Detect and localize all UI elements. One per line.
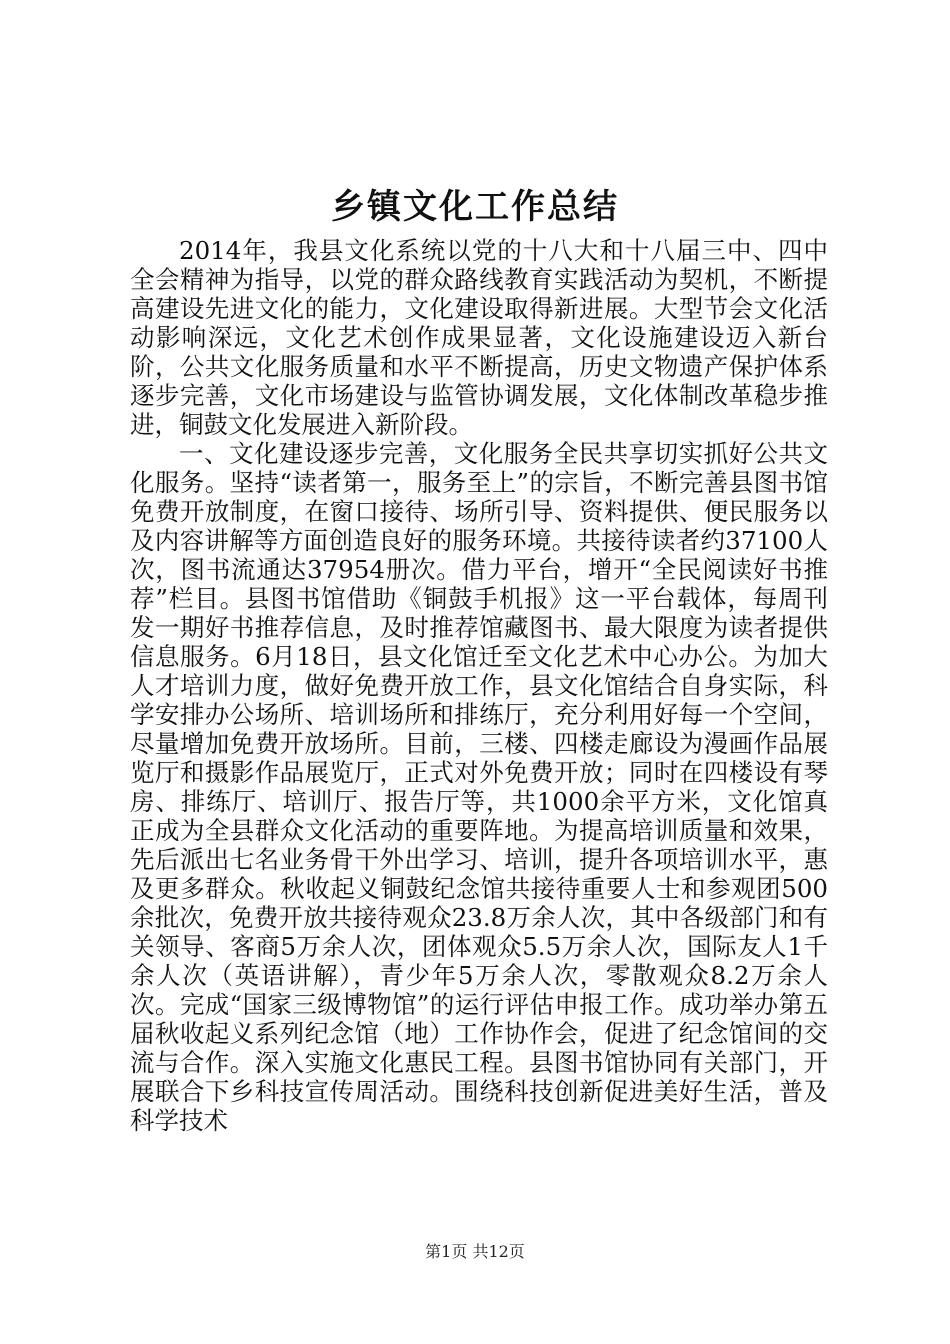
page-number-footer: 第1页 共12页 (425, 1242, 525, 1261)
paragraph-intro: 2014年，我县文化系统以党的十八大和十八届三中、四中全会精神为指导，以党的群众路线教育实践活动为契机，不断提高建设先进文化的能力，文化建设取得新进展。大型节会文化活动影响深远，文化艺术创作成果显著，文化设施建设迈入新台阶，公共文化服务质量和水平不断提高，历史文物遗产保护体系逐步完善，文化市场建设与监管协调发展，文化体制改革稳步推进，铜鼓文化发展进入新阶段。 (130, 236, 828, 439)
paragraph-section-one: 一、文化建设逐步完善，文化服务全民共享切实抓好公共文化服务。坚持“读者第一，服务至上”的宗旨，不断完善县图书馆免费开放制度，在窗口接待、场所引导、资料提供、便民服务以及内容讲解等方面创造良好的服务环境。共接待读者约37100人次，图书流通达37954册次。借力平台，增开“全民阅读好书推荐”栏目。县图书馆借助《铜鼓手机报》这一平台载体，每周刊发一期好书推荐信息，及时推荐馆藏图书、最大限度为读者提供信息服务。6月18日，县文化馆迁至文化艺术中心办公。为加大人才培训力度，做好免费开放工作，县文化馆结合自身实际，科学安排办公场所、培训场所和排练厅，充分利用好每一个空间，尽量增加免费开放场所。目前，三楼、四楼走廊设为漫画作品展览厅和摄影作品展览厅，正式对外免费开放；同时在四楼设有琴房、排练厅、培训厅、报告厅等，共1000余平方米，文化馆真正成为全县群众文化活动的重要阵地。为提高培训质量和效果，先后派出七名业务骨干外出学习、培训，提升各项培训水平，惠及更多群众。秋收起义铜鼓纪念馆共接待重要人士和参观团500余批次，免费开放共接待观众23.8万余人次，其中各级部门和有关领导、客商5万余人次，团体观众5.5万余人次，国际友人1千余人次（英语讲解），青少年5万余人次，零散观众8.2万余人次。完成“国家三级博物馆”的运行评估申报工作。成功举办第五届秋收起义系列纪念馆（地）工作协作会，促进了纪念馆间的交流与合作。深入实施文化惠民工程。县图书馆协同有关部门，开展联合下乡科技宣传周活动。围绕科技创新促进美好生活，普及科学技术 (130, 439, 828, 1135)
document-title: 乡镇文化工作总结 (331, 187, 619, 227)
document-body (130, 236, 828, 1135)
